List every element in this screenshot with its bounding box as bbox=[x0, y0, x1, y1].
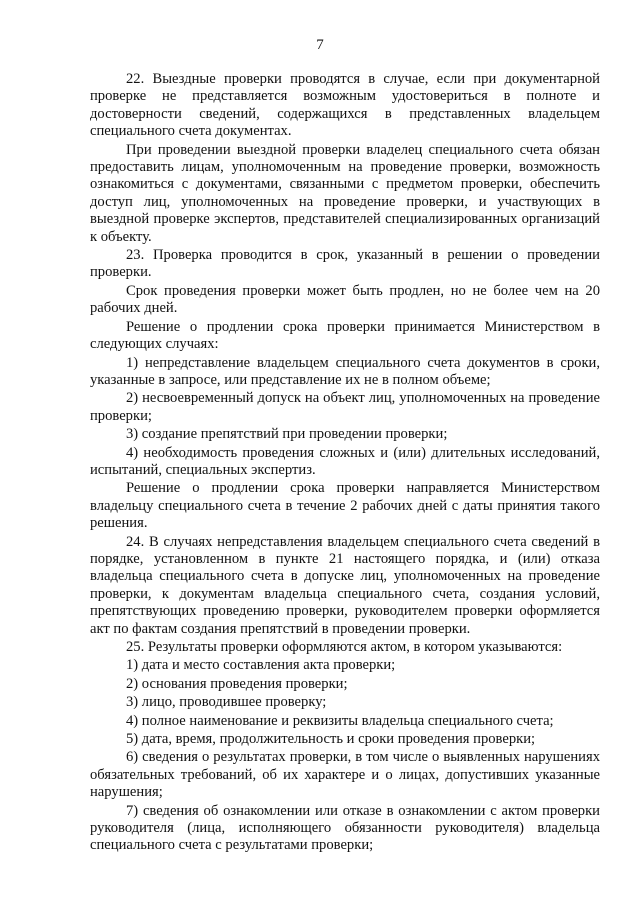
list-item: 2) основания проведения проверки; bbox=[126, 675, 348, 692]
list-item: 4) необходимость проведения сложных и (или) длительных исследований, испытаний, специальных экспертиз. bbox=[90, 444, 600, 478]
list-item: 3) создание препятствий при проведении проверки; bbox=[126, 426, 448, 443]
paragraph-23-decision: Решение о продлении срока проверки принимается Министерством в следующих случаях: bbox=[90, 318, 600, 353]
document-body bbox=[90, 71, 600, 856]
list-item: 3) лицо, проводившее проверку; bbox=[126, 694, 327, 711]
paragraph-25: 25. Результаты проверки оформляются актом, в котором указываются: bbox=[126, 639, 563, 655]
list-item: 1) непредставление владельцем специального счета документов в сроки, указанные в запросе, или представление их не в полном объеме; bbox=[90, 354, 600, 388]
list-item: 4) полное наименование и реквизиты владельца специального счета; bbox=[126, 712, 554, 729]
list-item: 6) сведения о результатах проверки, в том числе о выявленных нарушениях обязательных требований, об их характере и о лицах, допустивших указанные нарушения; bbox=[90, 749, 600, 801]
list-item: 7) сведения об ознакомлении или отказе в ознакомлении с актом проверки руководителя (лица, исполняющего обязанности руководителя) владельца специального счета с результатами проверки; bbox=[90, 802, 600, 854]
paragraph-22-obligations: При проведении выездной проверки владелец специального счета обязан предоставить лицам, уполномоченным на проведение проверки, возможность ознакомиться с документами, связанными с предметом проверки, обеспечить доступ лиц, уполномоченных на проведение проверки, и участвующих в выездной проверке экспертов, представителей специализированных организаций к объекту. bbox=[90, 141, 600, 245]
list-item: 5) дата, время, продолжительность и сроки проведения проверки; bbox=[126, 731, 536, 748]
paragraph-23: 23. Проверка проводится в срок, указанный в решении о проведении проверки. bbox=[90, 247, 600, 281]
paragraph-22: 22. Выездные проверки проводятся в случае, если при документарной проверке не представляется возможным удостовериться в полноте и достоверности сведений, содержащихся в представленных владельцем специального счета документах. bbox=[90, 71, 600, 140]
list-item: 2) несвоевременный допуск на объект лиц, уполномоченных на проведение проверки; bbox=[90, 390, 600, 424]
list-item: 1) дата и место составления акта проверки; bbox=[126, 657, 396, 674]
page-number: 7 bbox=[316, 37, 324, 53]
paragraph-24: 24. В случаях непредставления владельцем специального счета сведений в порядке, установленном в пункте 21 настоящего порядка, и (или) отказа владельца специального счета в допуске лиц, уполномоченных на проведение проверки, к документам владельца специального счета, создания условий, препятствующих проведению проверки, руководителем проверки оформляется акт по фактам создания препятствий в проведении проверки. bbox=[90, 533, 600, 637]
paragraph-23-notice: Решение о продлении срока проверки направляется Министерством владельцу специального счета в течение 2 рабочих дней с даты принятия такого решения. bbox=[90, 480, 600, 532]
paragraph-23-extension: Срок проведения проверки может быть продлен, но не более чем на 20 рабочих дней. bbox=[90, 282, 600, 317]
